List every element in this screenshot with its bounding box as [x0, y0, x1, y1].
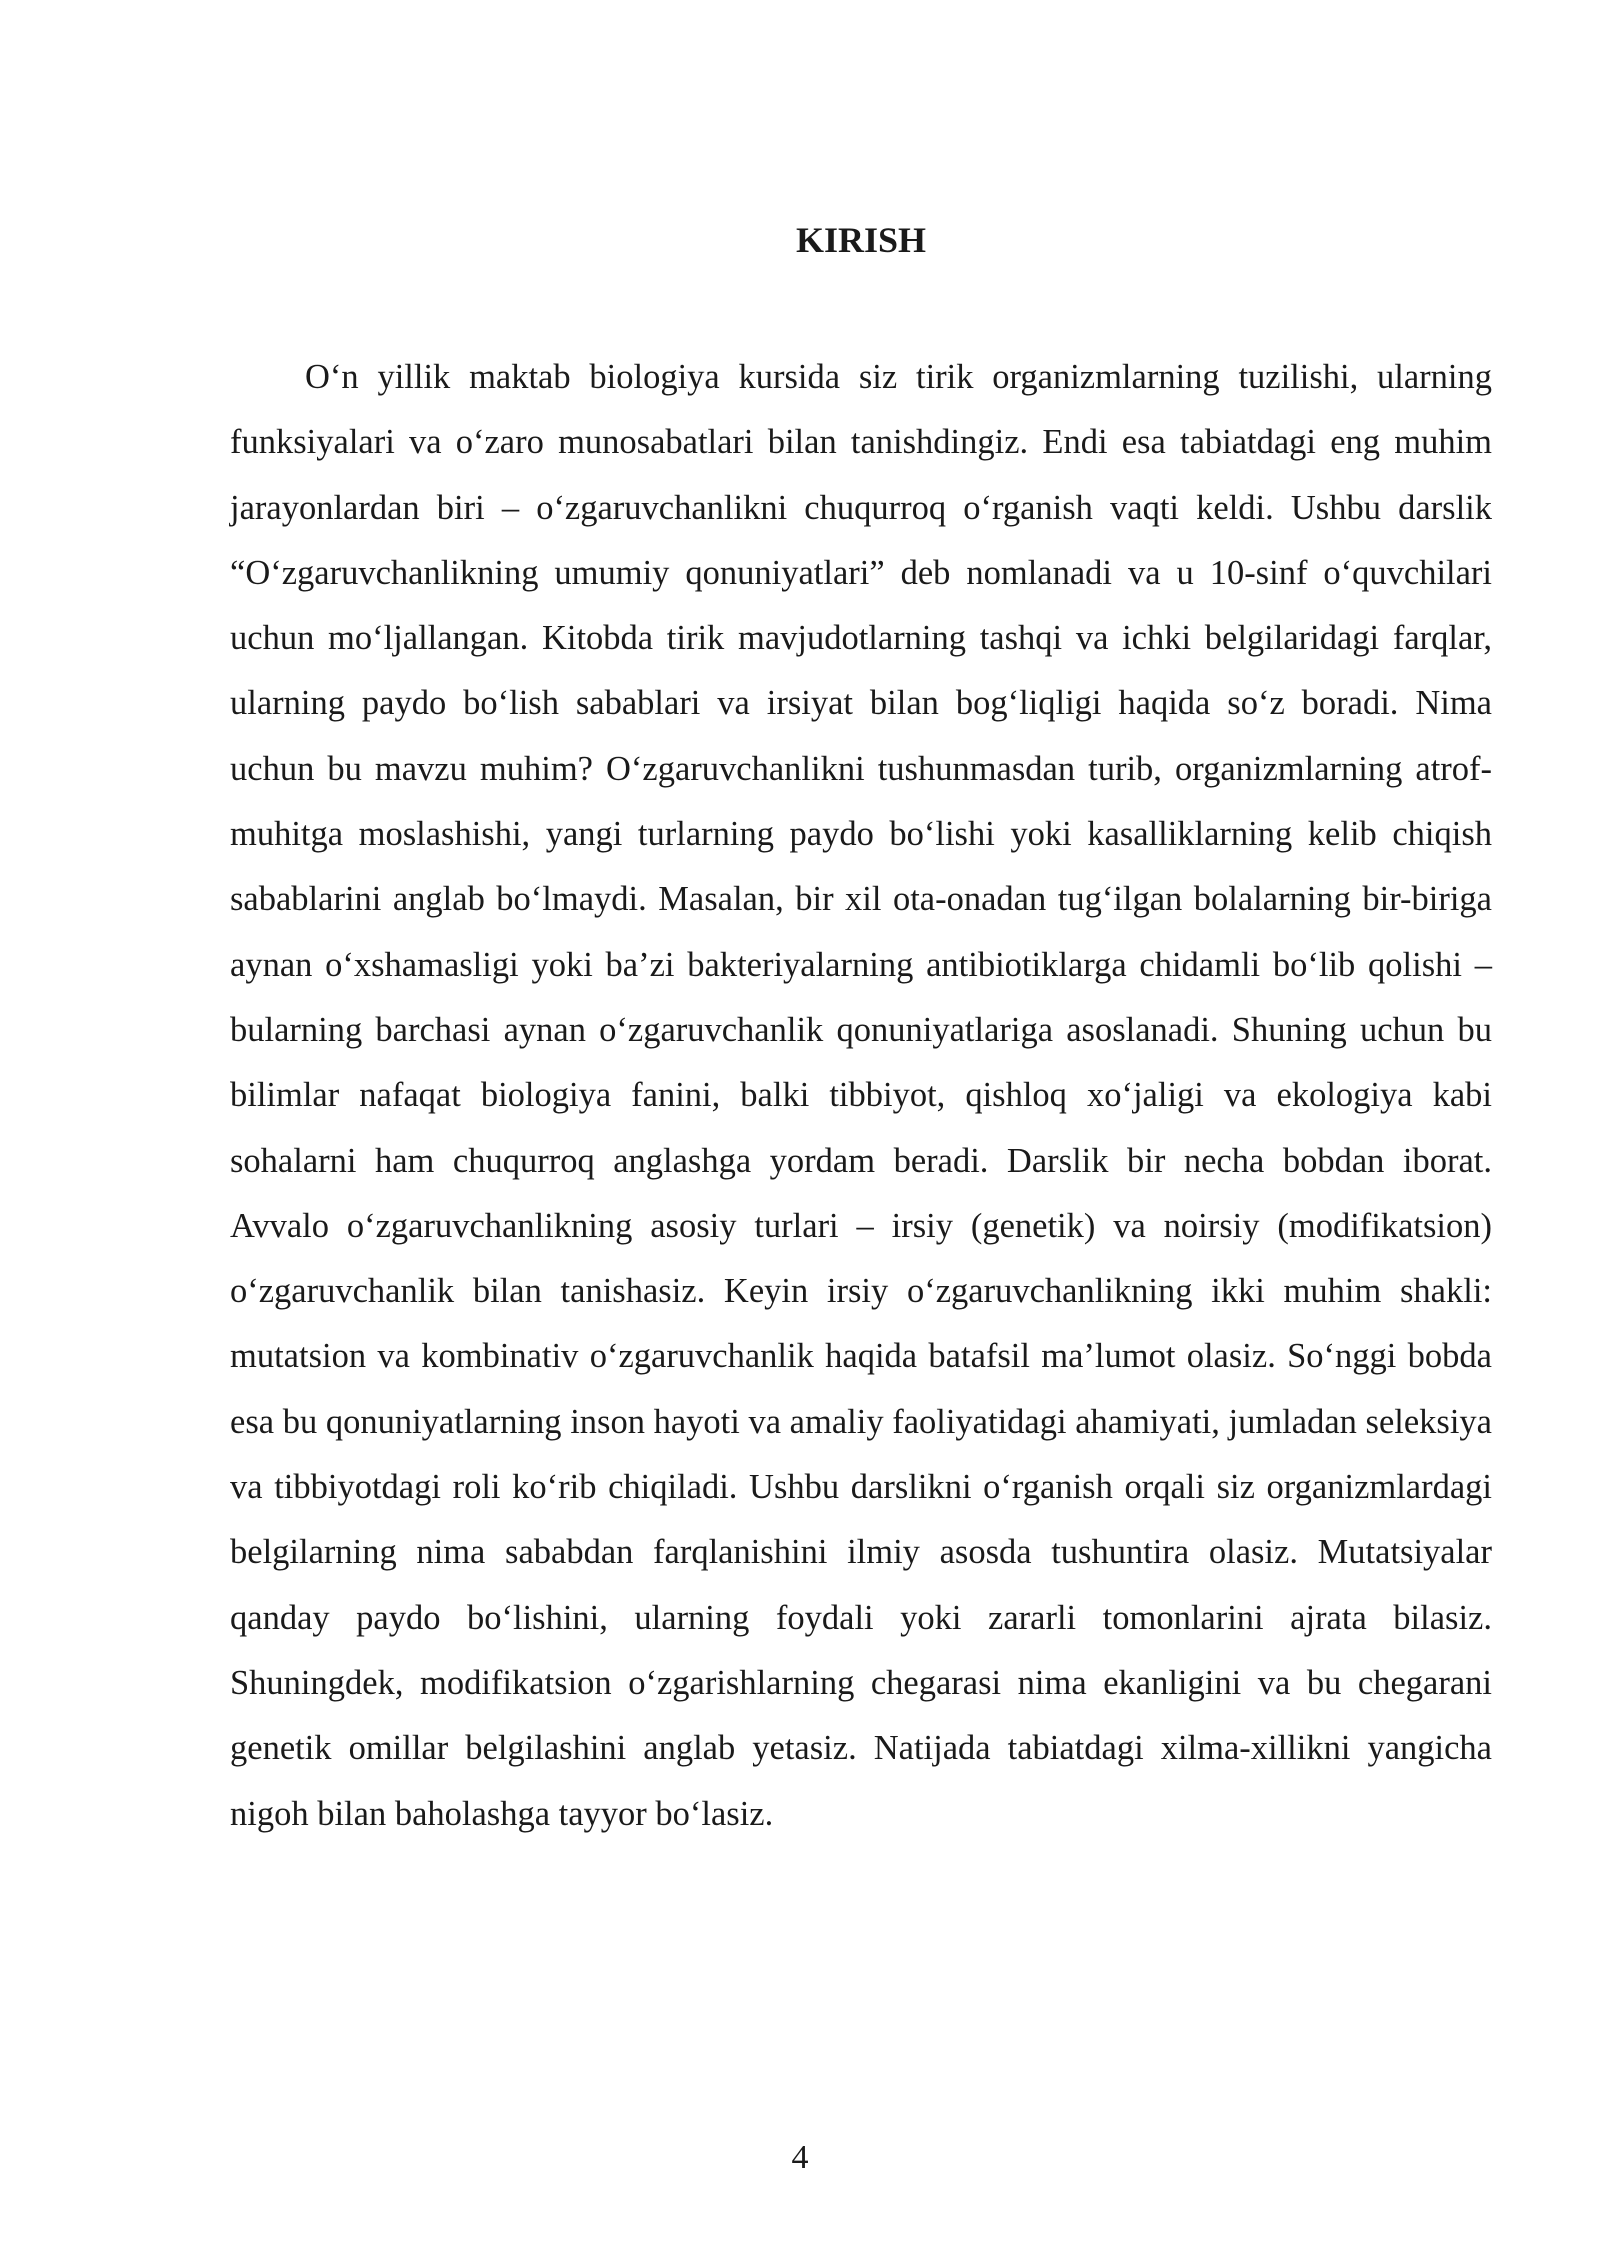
body-paragraph: O‘n yillik maktab biologiya kursida siz tirik organizmlarning tuzilishi, ularning funksiyalari va o‘zaro munosabatlari bilan tanishdingiz. Endi esa tabiatdagi eng muhim jarayonlardan biri – o‘zgaruvchanlikni chuqurroq o‘rganish vaqti keldi. Ushbu darslik “O‘zgaruvchanlikning umumiy qonuniyatlari” deb nomlanadi va u 10-sinf o‘quvchilari uchun mo‘ljallangan. Kitobda tirik mavjudotlarning tashqi va ichki belgilaridagi farqlar, ularning paydo bo‘lish sabablari va irsiyat bilan bog‘liqligi haqida so‘z boradi. Nima uchun bu mavzu muhim? O‘zgaruvchanlikni tushunmasdan turib, organizmlarning atrof-muhitga moslashishi, yangi turlarning paydo bo‘lishi yoki kasalliklarning kelib chiqish sabablarini anglab bo‘lmaydi. Masalan, bir xil ota-onadan tug‘ilgan bolalarning bir-biriga aynan o‘xshamasligi yoki ba’zi bakteriyalarning antibiotiklarga chidamli bo‘lib qolishi – bularning barchasi aynan o‘zgaruvchanlik qonuniyatlariga asoslanadi. Shuning uchun bu bilimlar nafaqat biologiya fanini, balki tibbiyot, qishloq xo‘jaligi va ekologiya kabi sohalarni ham chuqurroq anglashga yordam beradi. Darslik bir necha bobdan iborat. Avvalo o‘zgaruvchanlikning asosiy turlari – irsiy (genetik) va noirsiy (modifikatsion) o‘zgaruvchanlik bilan tanishasiz. Keyin irsiy o‘zgaruvchanlikning ikki muhim shakli: mutatsion va kombinativ o‘zgaruvchanlik haqida batafsil ma’lumot olasiz. So‘nggi bobda esa bu qonuniyatlarning inson hayoti va amaliy faoliyatidagi ahamiyati, jumladan seleksiya va tibbiyotdagi roli ko‘rib chiqiladi. Ushbu darslikni o‘rganish orqali siz organizmlardagi belgilarning nima sababdan farqlanishini ilmiy asosda tushuntira olasiz. Mutatsiyalar qanday paydo bo‘lishini, ularning foydali yoki zararli tomonlarini ajrata bilasiz. Shuningdek, modifikatsion o‘zgarishlarning chegarasi nima ekanligini va bu chegarani genetik omillar belgilashini anglab yetasiz. Natijada tabiatdagi xilma-xillikni yangicha nigoh bilan baholashga tayyor bo‘lasiz.	[230, 358, 1492, 1833]
page-number: 4	[791, 2139, 809, 2176]
page-title: KIRISH	[795, 220, 927, 260]
